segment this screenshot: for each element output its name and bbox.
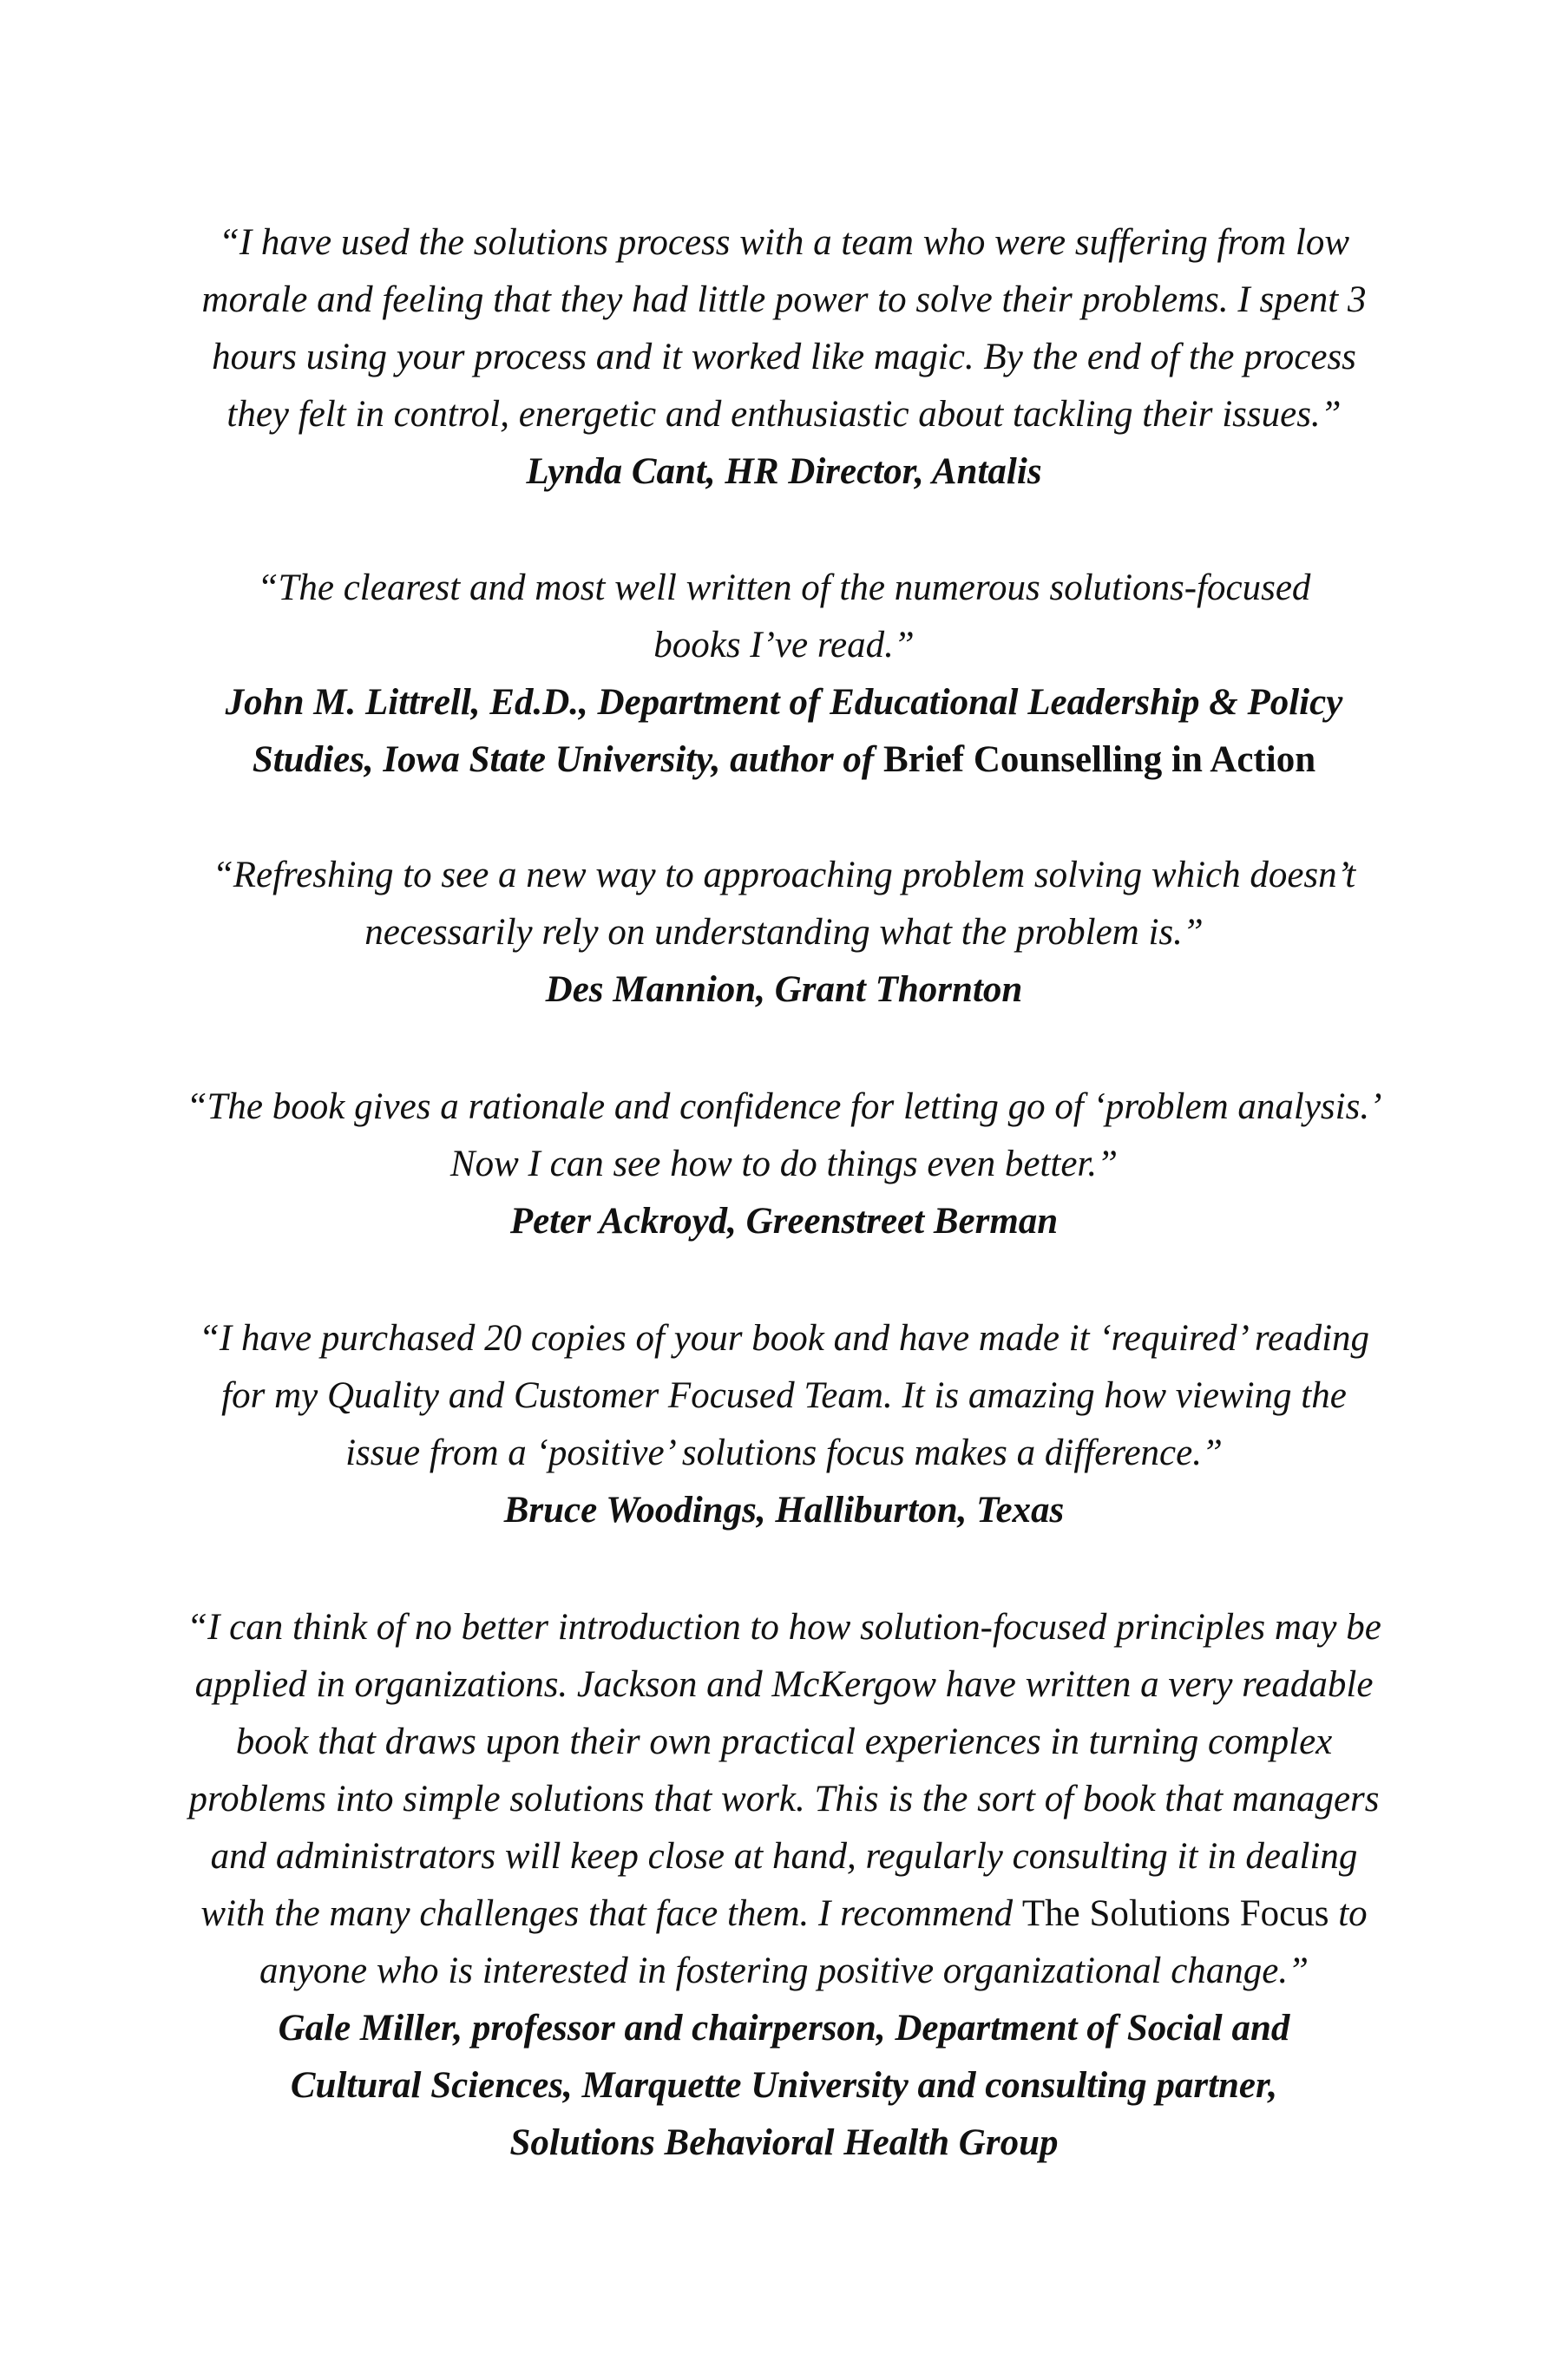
attribution-line: Lynda Cant, HR Director, Antalis — [526, 451, 1042, 492]
quote-line: “The book gives a rationale and confidence for letting go of ‘problem analysis.’ — [186, 1086, 1382, 1127]
attribution-line-prefix: Studies, Iowa State University, author of — [252, 739, 883, 780]
quote-line: “Refreshing to see a new way to approaching problem solving which doesn’t — [212, 855, 1356, 895]
quote-line: “I can think of no better introduction to how solution-focused principles may be — [187, 1607, 1381, 1648]
testimonial-4 — [130, 1079, 1438, 1250]
quote-line-suffix: to — [1329, 1893, 1368, 1934]
attribution-line: Gale Miller, professor and chairperson, Department of Social and — [278, 2008, 1290, 2049]
attribution-line — [130, 731, 1438, 789]
attribution-line: Cultural Sciences, Marquette University and consulting partner, — [290, 2065, 1278, 2106]
testimonial-1 — [130, 214, 1438, 501]
quote-line: books I’ve read.” — [653, 625, 915, 666]
testimonial-attribution — [130, 2000, 1438, 2172]
quote-line: problems into simple solutions that work. This is the sort of book that managers — [188, 1779, 1380, 1820]
testimonial-6 — [130, 1599, 1438, 2172]
quote-line-prefix: with the many challenges that face them. I recommend — [200, 1893, 1022, 1934]
testimonial-attribution — [130, 443, 1438, 501]
testimonial-quote — [130, 214, 1438, 443]
testimonial-2 — [130, 560, 1438, 789]
quote-line: and administrators will keep close at hand, regularly consulting it in dealing — [210, 1836, 1358, 1877]
quote-line: morale and feeling that they had little power to solve their problems. I spent 3 — [201, 279, 1367, 320]
quote-line: “The clearest and most well written of the numerous solutions-focused — [257, 567, 1311, 608]
attribution-line: John M. Littrell, Ed.D., Department of Educational Leadership & Policy — [225, 682, 1343, 723]
testimonials-page — [130, 0, 1438, 2367]
testimonial-quote — [130, 847, 1438, 961]
quote-line: anyone who is interested in fostering positive organizational change.” — [259, 1951, 1309, 1991]
quote-line: “I have purchased 20 copies of your book and have made it ‘required’ reading — [198, 1318, 1370, 1359]
quote-line: hours using your process and it worked like magic. By the end of the process — [212, 337, 1356, 377]
book-title: Brief Counselling in Action — [882, 739, 1316, 780]
quote-line: they felt in control, energetic and enthusiastic about tackling their issues.” — [226, 394, 1342, 435]
testimonial-attribution — [130, 674, 1438, 789]
testimonial-quote — [130, 1079, 1438, 1193]
attribution-line: Peter Ackroyd, Greenstreet Berman — [509, 1201, 1059, 1242]
attribution-line: Des Mannion, Grant Thornton — [545, 969, 1023, 1010]
quote-line: book that draws upon their own practical experiences in turning complex — [235, 1721, 1333, 1762]
testimonial-quote — [130, 1599, 1438, 2000]
testimonial-attribution — [130, 1193, 1438, 1250]
quote-line: Now I can see how to do things even better.” — [449, 1144, 1119, 1184]
quote-line: issue from a ‘positive’ solutions focus makes a difference.” — [345, 1433, 1223, 1473]
attribution-line: Solutions Behavioral Health Group — [509, 2122, 1059, 2163]
quote-line — [130, 1885, 1438, 1943]
testimonial-3 — [130, 847, 1438, 1019]
quote-line: for my Quality and Customer Focused Team. It is amazing how viewing the — [221, 1375, 1347, 1416]
testimonial-5 — [130, 1310, 1438, 1539]
testimonial-attribution — [130, 1482, 1438, 1539]
book-title: The Solutions Focus — [1021, 1893, 1329, 1934]
quote-line: “I have used the solutions process with a team who were suffering from low — [218, 222, 1350, 263]
attribution-line: Bruce Woodings, Halliburton, Texas — [503, 1490, 1065, 1531]
quote-line: necessarily rely on understanding what the problem is.” — [364, 912, 1204, 953]
testimonial-quote — [130, 560, 1438, 674]
quote-line: applied in organizations. Jackson and McKergow have written a very readable — [194, 1664, 1374, 1705]
testimonial-attribution — [130, 961, 1438, 1019]
testimonial-quote — [130, 1310, 1438, 1482]
